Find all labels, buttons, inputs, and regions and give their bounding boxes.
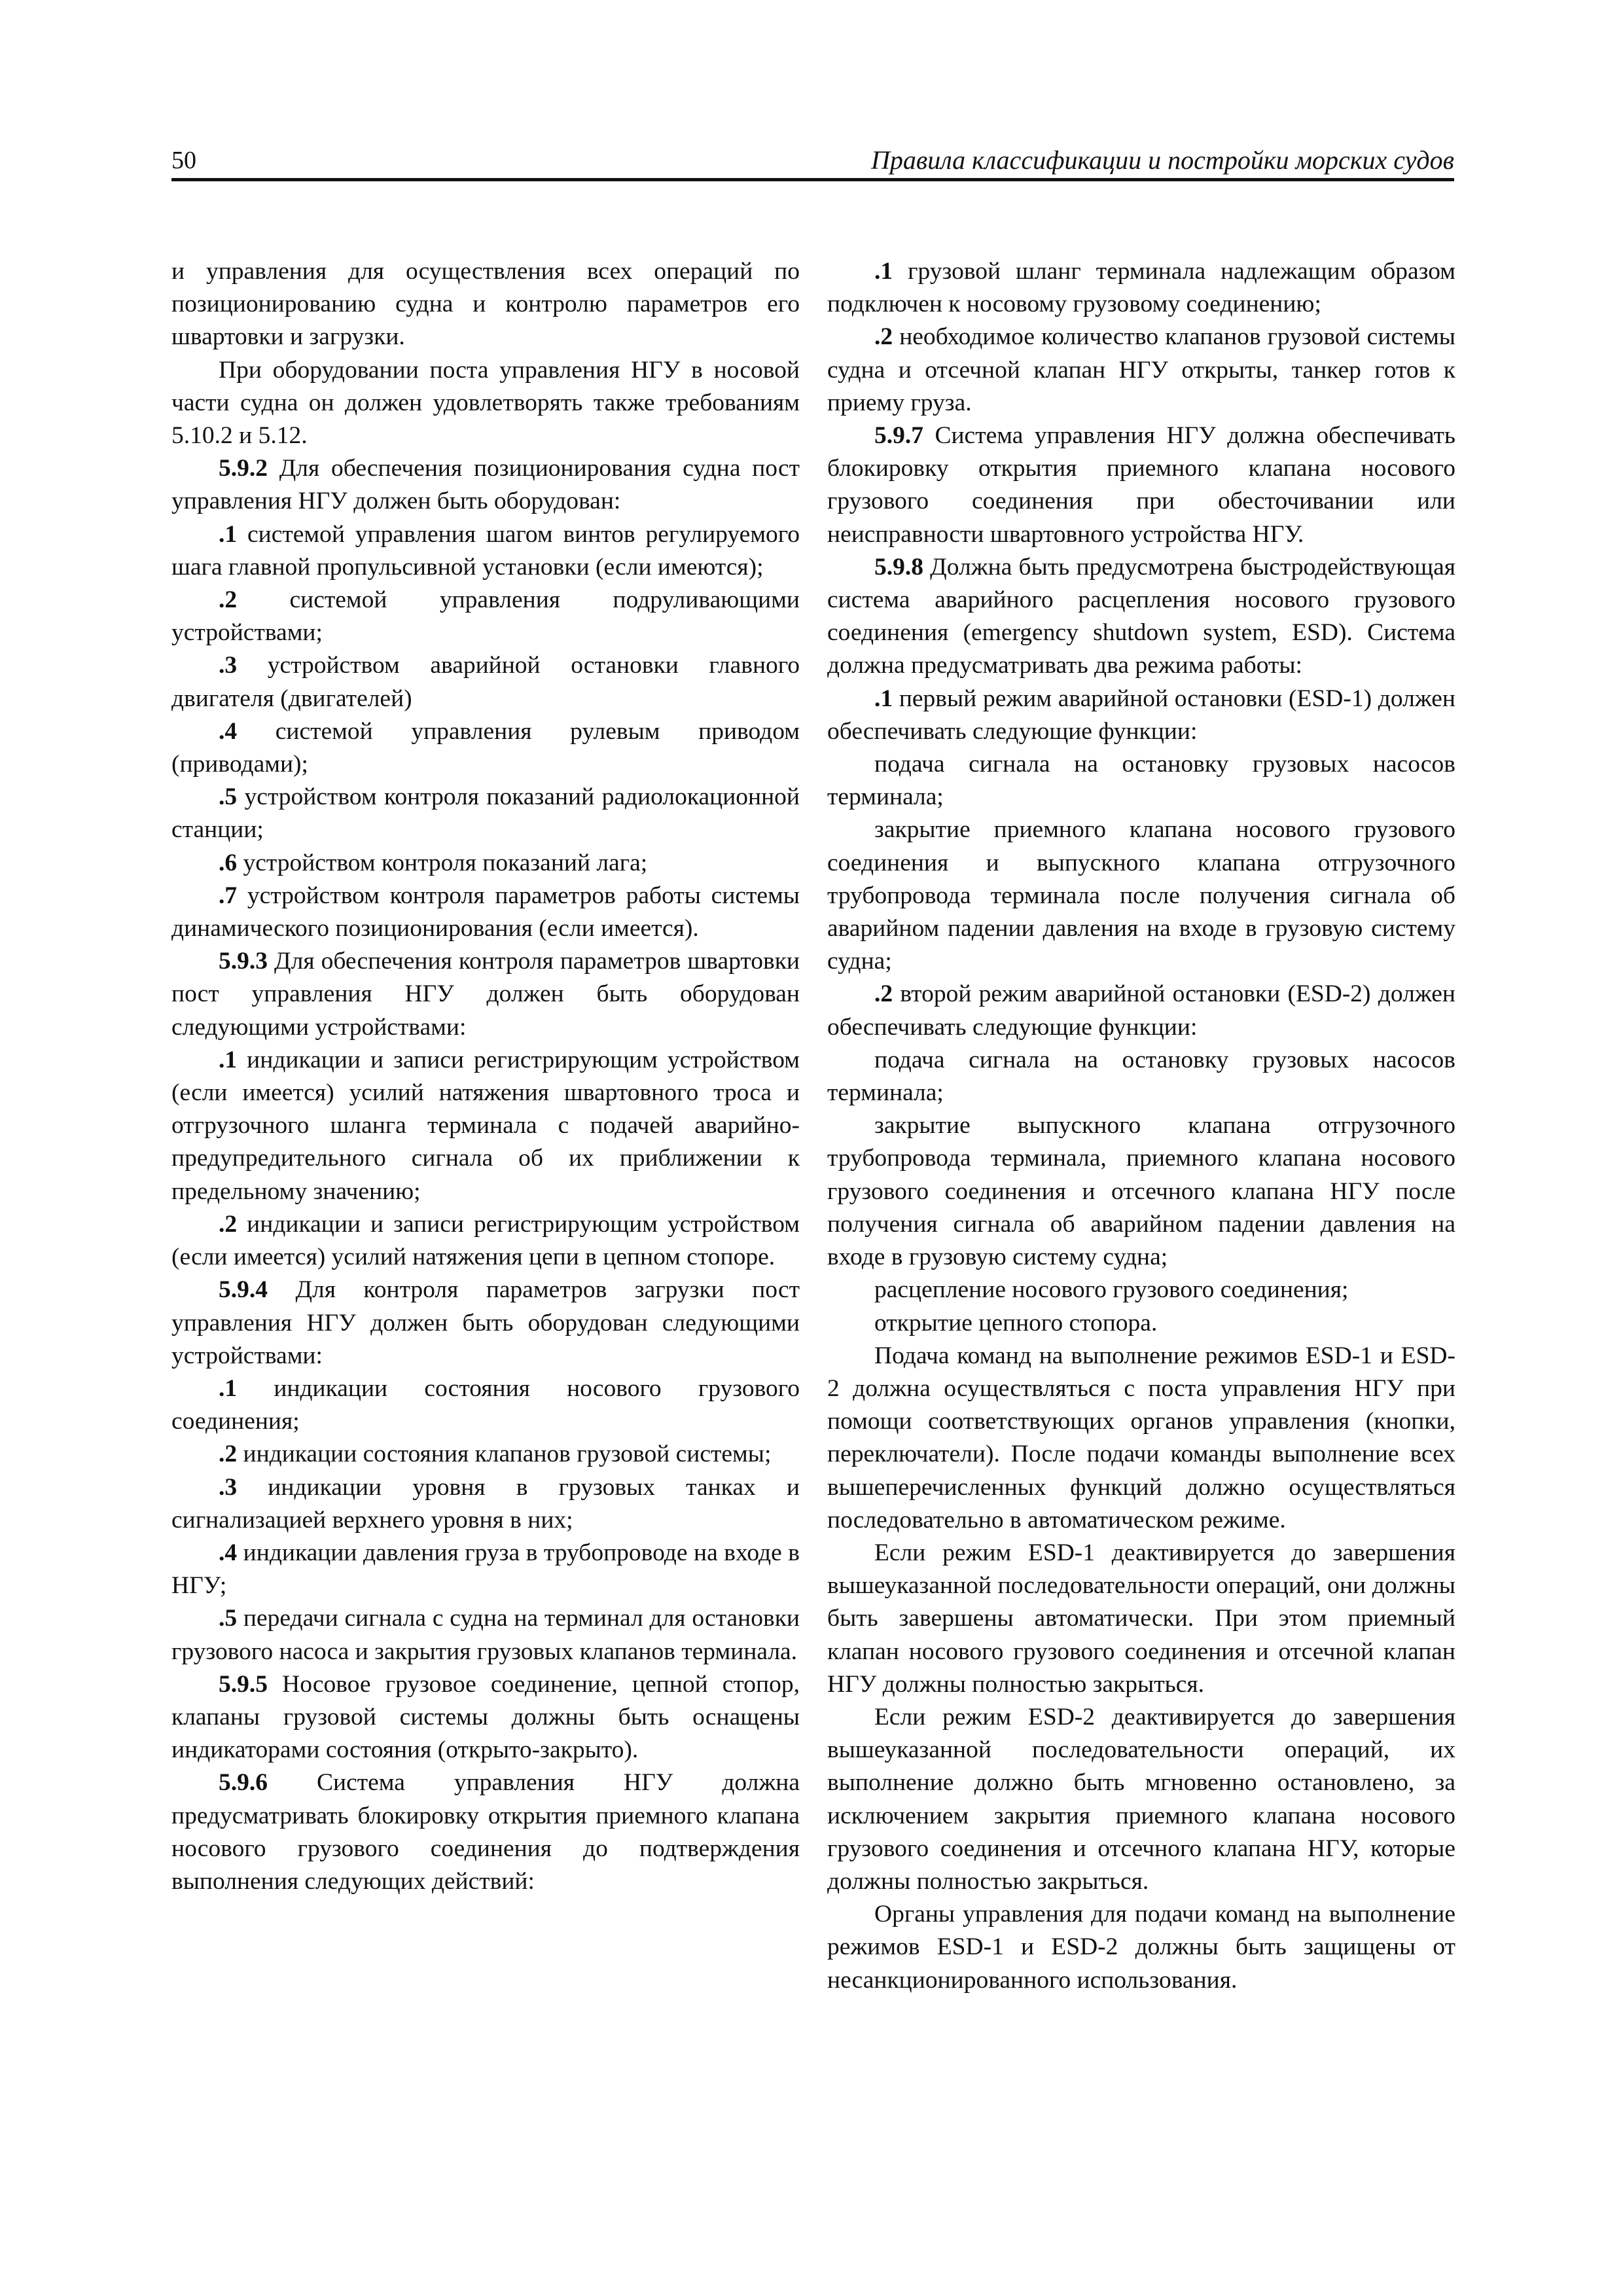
paragraph (827, 1307, 1455, 1340)
paragraph-text: устройством контроля показаний лага; (237, 849, 648, 876)
clause-number: .2 (874, 323, 893, 351)
paragraph-text: Подача команд на выполнение режимов ESD-1 и ESD-2 должна осуществляться с поста управления НГУ при помощи соответствующих органов управления (кнопки, переключатели). После подачи команды выполнение всех вышеперечисленных функций должно осуществляться последовательно в автоматическом режиме. (827, 1342, 1455, 1534)
paragraph-text: Для обеспечения позиционирования судна пост управления НГУ должен быть оборудован: (171, 455, 800, 515)
paragraph-text: индикации уровня в грузовых танках и сигнализацией верхнего уровня в них; (171, 1473, 800, 1534)
paragraph (171, 518, 800, 584)
right-column (827, 255, 1455, 1997)
paragraph-text: закрытие приемного клапана носового грузового соединения и выпускного клапана отгрузочного трубопровода терминала после получения сигнала об аварийном падении давления на входе в грузовую систему судна; (827, 816, 1455, 975)
clause-number: .1 (874, 685, 893, 712)
paragraph-text: индикации давления груза в трубопроводе на входе в НГУ; (171, 1539, 800, 1600)
page-header (171, 141, 1454, 180)
paragraph (171, 1767, 800, 1898)
clause-number: 5.9.8 (874, 553, 923, 581)
paragraph-text: Система управления НГУ должна предусматривать блокировку открытия приемного клапана носового грузового соединения до подтверждения выполнения следующих действий: (171, 1769, 800, 1895)
paragraph (171, 1044, 800, 1208)
paragraph-text: устройством контроля параметров работы системы динамического позиционирования (если имеется). (171, 882, 800, 942)
paragraph (171, 781, 800, 846)
paragraph (171, 255, 800, 354)
paragraph-text: грузовой шланг терминала надлежащим образом подключен к носовому грузовому соединению; (827, 258, 1455, 318)
paragraph-text: Носовое грузовое соединение, цепной стопор, клапаны грузовой системы должны быть оснащены индикаторами состояния (открыто-закрыто). (171, 1670, 800, 1764)
paragraph-text: Система управления НГУ должна обеспечивать блокировку открытия приемного клапана носового грузового соединения при обесточивании или неисправности швартовного устройства НГУ. (827, 422, 1455, 548)
clause-number: 5.9.3 (219, 948, 268, 975)
paragraph (827, 1701, 1455, 1898)
clause-number: .2 (219, 586, 238, 614)
clause-number: .1 (219, 1374, 238, 1402)
paragraph-text: индикации состояния клапанов грузовой системы; (237, 1441, 772, 1468)
clause-number: 5.9.7 (874, 422, 923, 450)
paragraph-text: Если режим ESD-1 деактивируется до завершения вышеуказанной последовательности операций, они должны быть завершены автоматически. При этом приемный клапан носового грузового соединения и отсечной клапан НГУ должны полностью закрыться. (827, 1539, 1455, 1698)
clause-number: .6 (219, 849, 238, 876)
paragraph (827, 814, 1455, 978)
paragraph-text: устройством аварийной остановки главного двигателя (двигателей) (171, 652, 800, 712)
running-title: Правила классификации и постройки морских судов (870, 145, 1454, 175)
paragraph (171, 715, 800, 781)
paragraph (171, 880, 800, 945)
paragraph-text: системой управления подруливающими устройствами; (171, 586, 800, 647)
paragraph-text: Для обеспечения контроля параметров швартовки пост управления НГУ должен быть оборудован следующими устройствами: (171, 948, 800, 1041)
clause-number: .5 (219, 1605, 238, 1632)
paragraph-text: закрытие выпускного клапана отгрузочного трубопровода терминала, приемного клапана носового грузового соединения и отсечного клапана НГУ после получения сигнала об аварийном падении давления на входе в грузовую систему судна; (827, 1112, 1455, 1271)
paragraph (827, 1044, 1455, 1109)
paragraph-text: При оборудовании поста управления НГУ в носовой части судна он должен удовлетворять также требованиям 5.10.2 и 5.12. (171, 356, 800, 450)
paragraph-text: индикации и записи регистрирующим устройством (если имеется) усилий натяжения цепи в цепном стопоре. (171, 1210, 800, 1271)
paragraph (171, 1208, 800, 1274)
paragraph (171, 1602, 800, 1668)
paragraph (827, 748, 1455, 814)
clause-number: .2 (219, 1441, 238, 1468)
clause-number: .1 (219, 520, 238, 548)
clause-number: .4 (219, 1539, 238, 1566)
header-rule (171, 178, 1454, 181)
paragraph-text: передачи сигнала с судна на терминал для остановки грузового насоса и закрытия грузовых клапанов терминала. (171, 1605, 800, 1665)
left-column (171, 255, 800, 1898)
clause-number: 5.9.5 (219, 1670, 268, 1698)
clause-number: .5 (219, 783, 238, 811)
paragraph-text: устройством контроля показаний радиолокационной станции; (171, 783, 800, 844)
clause-number: .1 (874, 258, 893, 285)
paragraph-text: подача сигнала на остановку грузовых насосов терминала; (827, 1046, 1455, 1107)
paragraph-text: первый режим аварийной остановки (ESD-1) должен обеспечивать следующие функции: (827, 685, 1455, 745)
paragraph (171, 354, 800, 453)
clause-number: .7 (219, 882, 238, 909)
paragraph (171, 584, 800, 649)
clause-number: 5.9.4 (219, 1276, 268, 1304)
clause-number: .3 (219, 652, 238, 679)
paragraph (171, 1274, 800, 1372)
paragraph (171, 452, 800, 518)
clause-number: .2 (874, 980, 893, 1008)
paragraph (171, 1668, 800, 1767)
paragraph-text: второй режим аварийной остановки (ESD-2) должен обеспечивать следующие функции: (827, 980, 1455, 1041)
paragraph-text: индикации состояния носового грузового соединения; (171, 1374, 800, 1435)
paragraph-text: необходимое количество клапанов грузовой системы судна и отсечной клапан НГУ открыты, танкер готов к приему груза. (827, 323, 1455, 416)
clause-number: .4 (219, 717, 238, 745)
paragraph (171, 945, 800, 1044)
paragraph-text: системой управления рулевым приводом (приводами); (171, 717, 800, 778)
paragraph-text: открытие цепного стопора. (874, 1309, 1158, 1336)
paragraph-text: Органы управления для подачи команд на выполнение режимов ESD-1 и ESD-2 должны быть защищены от несанкционированного использования. (827, 1901, 1455, 1994)
paragraph (171, 1372, 800, 1438)
paragraph (827, 321, 1455, 420)
paragraph (171, 649, 800, 715)
paragraph (827, 420, 1455, 551)
page-number: 50 (171, 147, 196, 174)
paragraph (827, 1898, 1455, 1997)
clause-number: 5.9.6 (219, 1769, 268, 1797)
paragraph (827, 551, 1455, 683)
paragraph (827, 1340, 1455, 1537)
paragraph-text: Должна быть предусмотрена быстродействующая система аварийного расцепления носового грузового соединения (emergency shutdown system, ESD). Система должна предусматривать два режима работы: (827, 553, 1455, 679)
clause-number: .1 (219, 1046, 238, 1073)
paragraph (827, 1109, 1455, 1274)
paragraph (827, 683, 1455, 748)
paragraph-text: подача сигнала на остановку грузовых насосов терминала; (827, 751, 1455, 811)
clause-number: .3 (219, 1473, 238, 1501)
paragraph (827, 1274, 1455, 1306)
clause-number: .2 (219, 1210, 238, 1238)
paragraph-text: индикации и записи регистрирующим устройством (если имеется) усилий натяжения швартовного троса и отгрузочного шланга терминала с подачей аварийно-предупредительного сигнала об их приближении к предельному значению; (171, 1046, 800, 1205)
paragraph-text: и управления для осуществления всех операций по позиционированию судна и контролю параметров его швартовки и загрузки. (171, 258, 800, 351)
clause-number: 5.9.2 (219, 455, 268, 482)
paragraph (171, 1438, 800, 1471)
paragraph-text: расцепление носового грузового соединения; (874, 1276, 1349, 1304)
paragraph (827, 1537, 1455, 1701)
paragraph-text: Для контроля параметров загрузки пост управления НГУ должен быть оборудован следующими устройствами: (171, 1276, 800, 1369)
paragraph (171, 847, 800, 880)
paragraph-text: системой управления шагом винтов регулируемого шага главной пропульсивной установки (если имеются); (171, 520, 800, 581)
paragraph (171, 1471, 800, 1537)
paragraph (827, 255, 1455, 321)
paragraph (827, 978, 1455, 1043)
paragraph-text: Если режим ESD-2 деактивируется до завершения вышеуказанной последовательности операций, их выполнение должно быть мгновенно остановлено, за исключением закрытия приемного клапана носового грузового соединения и отсечного клапана НГУ, которые должны полностью закрыться. (827, 1703, 1455, 1895)
paragraph (171, 1537, 800, 1602)
